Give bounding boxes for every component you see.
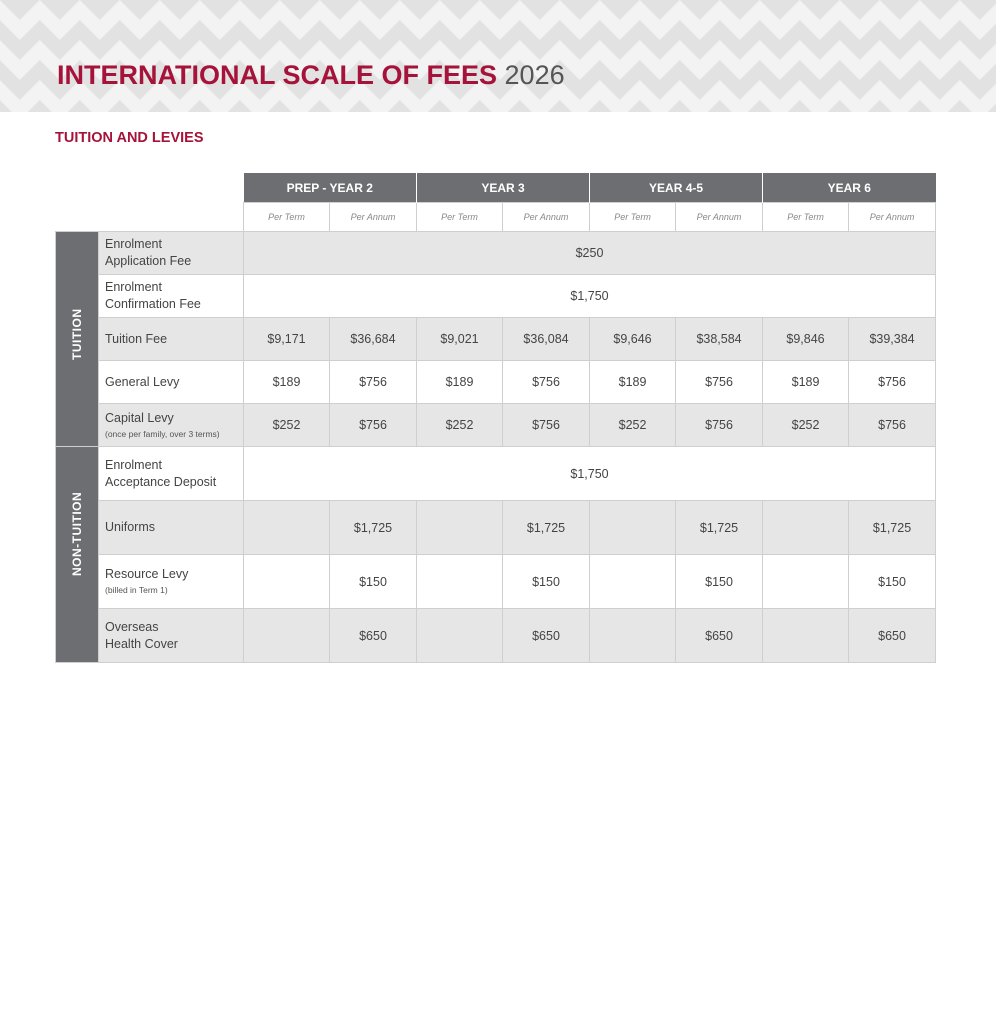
row-label (99, 555, 244, 609)
row-label: General Levy (99, 361, 244, 404)
table-row (56, 501, 936, 555)
fee-value: $1,725 (503, 501, 590, 555)
row-label (99, 275, 244, 318)
fee-value: $150 (330, 555, 417, 609)
fee-value (590, 501, 676, 555)
fee-value (417, 555, 503, 609)
fee-value: $9,846 (763, 318, 849, 361)
table-row (56, 361, 936, 404)
row-label (99, 404, 244, 447)
fee-value: $756 (676, 361, 763, 404)
sub-header-cell: Per Term (590, 203, 676, 232)
row-label-note: (once per family, over 3 terms) (105, 428, 220, 439)
fee-value: $650 (676, 609, 763, 663)
row-label: Tuition Fee (99, 318, 244, 361)
page-title-main: INTERNATIONAL SCALE OF FEES (57, 60, 498, 90)
fee-value (417, 501, 503, 555)
fee-value: $150 (503, 555, 590, 609)
fee-value (590, 555, 676, 609)
sub-header-spacer (56, 203, 244, 232)
row-label (99, 447, 244, 501)
fee-value (763, 609, 849, 663)
category-non-tuition (56, 447, 99, 663)
sub-header-cell: Per Annum (849, 203, 936, 232)
header-banner (0, 0, 996, 112)
row-label-line: Enrolment (105, 280, 162, 294)
fee-value: $1,725 (676, 501, 763, 555)
fee-value: $1,750 (244, 275, 936, 318)
row-label: Uniforms (99, 501, 244, 555)
fee-value: $252 (763, 404, 849, 447)
fee-value: $150 (849, 555, 936, 609)
fee-value: $756 (330, 404, 417, 447)
row-label-line: Overseas (105, 619, 159, 634)
fee-value: $189 (590, 361, 676, 404)
sub-header-cell: Per Term (763, 203, 849, 232)
table-row (56, 232, 936, 275)
page-title-year: 2026 (504, 60, 565, 90)
group-header-year6: YEAR 6 (763, 173, 936, 203)
fee-value: $189 (417, 361, 503, 404)
fee-value: $1,750 (244, 447, 936, 501)
fee-value: $1,725 (330, 501, 417, 555)
fee-value (244, 609, 330, 663)
row-label-line: Resource Levy (105, 567, 189, 581)
fee-value: $36,684 (330, 318, 417, 361)
category-tuition (56, 232, 99, 447)
page-title (57, 58, 565, 92)
fee-value: $650 (849, 609, 936, 663)
fee-value: $650 (503, 609, 590, 663)
group-header-row (56, 173, 936, 203)
fee-value (763, 501, 849, 555)
fee-value: $650 (330, 609, 417, 663)
fee-value (590, 609, 676, 663)
group-header-prep-year2: PREP - YEAR 2 (244, 173, 417, 203)
table-row (56, 447, 936, 501)
fee-value: $756 (503, 404, 590, 447)
fee-value: $189 (244, 361, 330, 404)
fee-value: $252 (244, 404, 330, 447)
fee-value: $252 (590, 404, 676, 447)
table-row (56, 404, 936, 447)
sub-header-cell: Per Annum (676, 203, 763, 232)
fee-value: $189 (763, 361, 849, 404)
fee-value: $36,084 (503, 318, 590, 361)
category-label: NON-TUITION (70, 491, 84, 576)
sub-header-cell: Per Term (244, 203, 330, 232)
row-label (99, 232, 244, 275)
fee-value: $9,171 (244, 318, 330, 361)
table-row (56, 555, 936, 609)
row-label-line: Health Cover (105, 636, 178, 651)
fee-value: $38,584 (676, 318, 763, 361)
sub-header-cell: Per Term (417, 203, 503, 232)
sub-header-cell: Per Annum (503, 203, 590, 232)
fee-value (244, 501, 330, 555)
sub-header-row (56, 203, 936, 232)
section-title: TUITION AND LEVIES (55, 130, 204, 146)
fee-value: $756 (330, 361, 417, 404)
fee-value: $150 (676, 555, 763, 609)
row-label-line: Capital Levy (105, 410, 174, 425)
fee-value: $756 (849, 404, 936, 447)
fee-value: $250 (244, 232, 936, 275)
fee-value: $252 (417, 404, 503, 447)
row-label-note: (billed in Term 1) (105, 585, 168, 595)
fee-value: $9,021 (417, 318, 503, 361)
row-label-line: Enrolment (105, 237, 162, 251)
row-label-line: Acceptance Deposit (105, 474, 217, 489)
fee-value: $9,646 (590, 318, 676, 361)
fee-value: $756 (676, 404, 763, 447)
fee-value: $1,725 (849, 501, 936, 555)
table-row (56, 275, 936, 318)
fees-table (55, 173, 936, 663)
fee-value (763, 555, 849, 609)
fee-value: $756 (503, 361, 590, 404)
fee-value: $39,384 (849, 318, 936, 361)
group-header-year3: YEAR 3 (417, 173, 590, 203)
group-header-year4-5: YEAR 4-5 (590, 173, 763, 203)
category-label: TUITION (70, 308, 84, 360)
row-label-line: Enrolment (105, 457, 162, 472)
row-label-line: Confirmation Fee (105, 297, 201, 311)
table-row (56, 609, 936, 663)
fee-value (417, 609, 503, 663)
row-label-line: Application Fee (105, 254, 192, 268)
row-label (99, 609, 244, 663)
sub-header-cell: Per Annum (330, 203, 417, 232)
fee-value (244, 555, 330, 609)
table-row (56, 318, 936, 361)
header-spacer (56, 173, 244, 203)
fee-value: $756 (849, 361, 936, 404)
